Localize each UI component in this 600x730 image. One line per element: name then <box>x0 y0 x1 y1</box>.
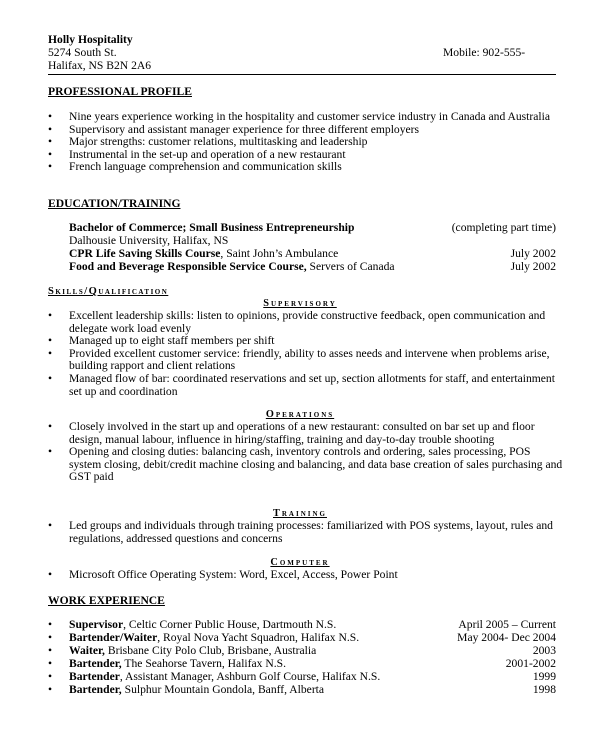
job-row: • Bartender/Waiter, Royal Nova Yacht Squadron, Halifax N.S. May 2004- Dec 2004 <box>48 631 556 644</box>
job-row: • Bartender, Assistant Manager, Ashburn Golf Course, Halifax N.S. 1999 <box>48 670 556 683</box>
list-item: • Provided excellent customer service: friendly, ability to asses needs and intervene when problems arise, building rapport and client relations <box>48 346 550 373</box>
list-item: • Microsoft Office Operating System: Word, Excel, Access, Power Point <box>48 568 398 581</box>
list-item: • Nine years experience working in the hospitality and customer service industry in Canada and Australia <box>48 110 550 123</box>
course-date: July 2002 <box>510 247 556 260</box>
job-dates: May 2004- Dec 2004 <box>457 631 556 644</box>
job-dates: April 2005 – Current <box>458 618 556 631</box>
job-title: Waiter, <box>69 644 105 657</box>
list-item: • Closely involved in the start up and operations of a new restaurant: consulted on bar set up and floor design, manual labour, influence in hiring/staffing, training and day-to-day trouble shooting <box>48 420 535 446</box>
street-address: 5274 South St. <box>48 46 117 59</box>
job-employer: The Seahorse Tavern, Halifax N.S. <box>121 657 286 670</box>
mobile-number: Mobile: 902-555- <box>443 46 526 59</box>
job-title: Bartender <box>69 670 120 683</box>
job-title: Bartender, <box>69 683 122 696</box>
course-title: Food and Beverage Responsible Service Course, <box>69 260 307 273</box>
list-item: • Excellent leadership skills: listen to opinions, provide constructive feedback, open communication and delegate work load evenly <box>48 309 546 335</box>
supervisory-heading: Supervisory <box>263 298 337 309</box>
profile-heading: PROFESSIONAL PROFILE <box>48 85 192 98</box>
course-date: July 2002 <box>510 260 556 273</box>
job-dates: 2003 <box>532 644 556 657</box>
list-item: • Led groups and individuals through training processes: familiarized with POS systems, layout, rules and regulations, addressed questions and concerns <box>48 519 553 545</box>
job-employer: Sulphur Mountain Gondola, Banff, Alberta <box>121 683 325 696</box>
profile-list <box>48 111 563 174</box>
job-row: • Bartender, Sulphur Mountain Gondola, Banff, Alberta 1998 <box>48 683 556 696</box>
job-title: Bartender, <box>69 657 122 670</box>
list-item: • Managed up to eight staff members per shift <box>48 334 275 348</box>
job-title: Supervisor <box>69 618 124 631</box>
job-row: • Supervisor, Celtic Corner Public House, Dartmouth N.S. April 2005 – Current <box>48 618 556 631</box>
job-dates: 1998 <box>532 683 556 696</box>
operations-list <box>48 421 563 484</box>
course-title: CPR Life Saving Skills Course <box>69 247 221 260</box>
header-divider <box>48 74 556 75</box>
degree-title: Bachelor of Commerce; Small Business Entrepreneurship <box>69 221 355 234</box>
job-row: • Bartender, The Seahorse Tavern, Halifax N.S. 2001-2002 <box>48 657 556 670</box>
education-heading: EDUCATION/TRAINING <box>48 197 181 210</box>
list-item: • French language comprehension and communication skills <box>48 160 342 174</box>
training-list <box>48 520 563 545</box>
list-item: • Opening and closing duties: balancing cash, inventory controls and ordering, sales processing, POS system closing, debit/credit machine closing and balancing, and data base creation of sales purchasing and GST paid <box>48 445 563 484</box>
training-heading: Training <box>273 508 327 519</box>
list-item: • Instrumental in the set-up and operation of a new restaurant <box>48 147 346 161</box>
job-employer: Brisbane City Polo Club, Brisbane, Australia <box>104 644 317 657</box>
job-dates: 1999 <box>532 670 556 683</box>
computer-list <box>48 569 563 582</box>
job-title: Bartender/Waiter <box>69 631 158 644</box>
course-provider: , Saint John’s Ambulance <box>220 247 339 260</box>
operations-heading: Operations <box>265 409 335 420</box>
work-heading: WORK EXPERIENCE <box>48 594 165 607</box>
job-employer: , Celtic Corner Public House, Dartmouth N.S. <box>123 618 337 631</box>
skills-heading: Skills/Qualification <box>48 286 169 297</box>
job-dates: 2001-2002 <box>505 657 556 670</box>
supervisory-list <box>48 310 563 398</box>
computer-heading: Computer <box>270 557 330 568</box>
degree-status: (completing part time) <box>451 221 556 234</box>
school-name: Dalhousie University, Halifax, NS <box>69 234 229 247</box>
list-item: • Supervisory and assistant manager experience for three different employers <box>48 122 420 136</box>
job-employer: , Assistant Manager, Ashburn Golf Course, Halifax N.S. <box>119 670 381 683</box>
list-item: • Managed flow of bar: coordinated reservations and set up, section allotments for staff, and entertainment set up and coordination <box>48 371 555 398</box>
job-row: • Waiter, Brisbane City Polo Club, Brisbane, Australia 2003 <box>48 644 556 657</box>
city-address: Halifax, NS B2N 2A6 <box>48 59 152 72</box>
course-row <box>0 261 600 274</box>
course-provider: Servers of Canada <box>306 260 395 273</box>
list-item: • Major strengths: customer relations, multitasking and leadership <box>48 135 368 149</box>
job-employer: , Royal Nova Yacht Squadron, Halifax N.S. <box>157 631 360 644</box>
applicant-name: Holly Hospitality <box>48 33 133 46</box>
